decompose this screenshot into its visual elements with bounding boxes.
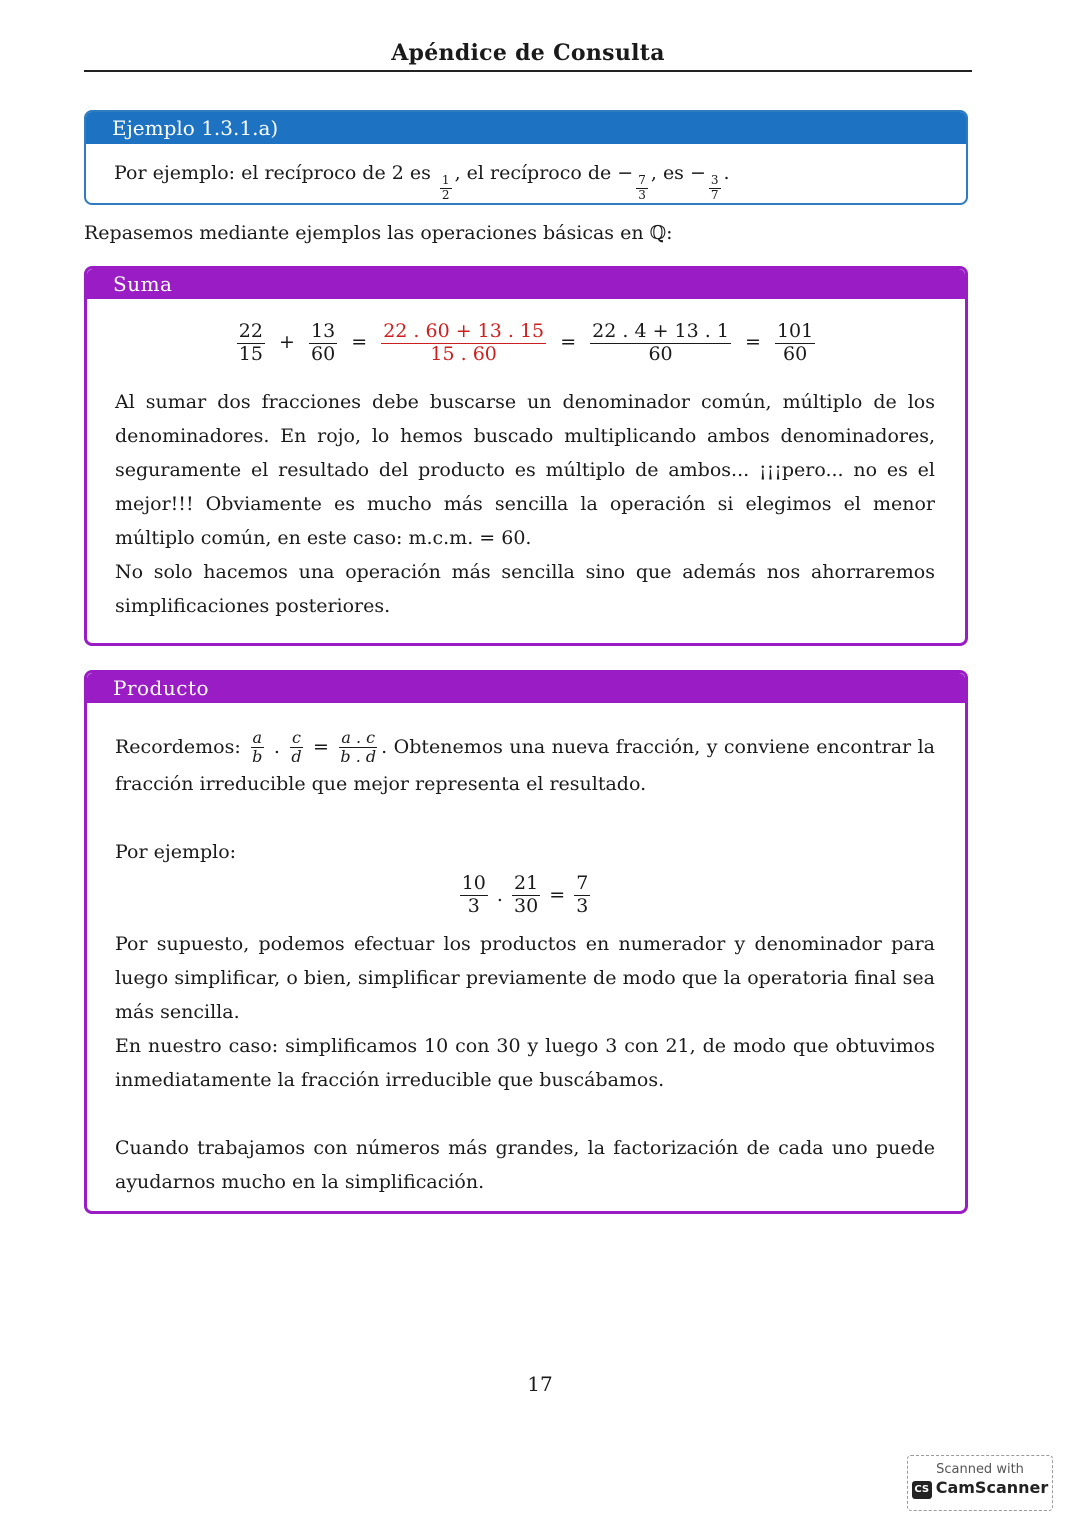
fraction-c-d: $\frac{c}{d}$ [291,728,302,767]
fraction-ac-bd: $\frac{a . c}{b . d}$ [340,728,377,767]
scanned-with-text: Scanned with [936,1462,1024,1477]
fraction-seven-thirds: $\frac{7}{3}$ [638,173,646,203]
equals-sign: = [549,883,566,906]
suma-box [84,266,968,646]
dot-operator: . [273,735,280,758]
ejemplo-label: Por ejemplo: [115,840,237,863]
page-header [84,38,972,72]
example-text-2: , el recíproco de − [454,162,634,184]
example-text-1: Por ejemplo: el recíproco de 2 es [114,162,431,184]
camscanner-brand [908,1478,1052,1499]
intro-text: Repasemos mediante ejemplos las operaciones básicas en ℚ: [84,222,673,244]
camscanner-logo-icon: CS [912,1481,932,1499]
producto-box-title: Producto [87,673,965,703]
example-box-body [86,144,966,203]
recordemos-text: . Obtenemos una nueva fracción, y conviene encontrar la fracción irreducible que mejor representa el resultado. [115,735,935,795]
producto-example-equation [115,863,935,927]
fraction-101-60: $\frac{101}{60}$ [776,320,814,365]
equals-sign: = [351,331,368,354]
producto-box-body [87,703,965,1199]
fraction-10-3: $\frac{10}{3}$ [461,872,486,918]
fraction-lcm-denominator: $\frac{22 . 4 + 13 . 1}{60}$ [592,320,729,365]
example-box-title: Ejemplo 1.3.1.a) [86,112,966,144]
fraction-21-30: $\frac{21}{30}$ [514,872,539,918]
producto-paragraph-3: Cuando trabajamos con números más grandes, la factorización de cada uno puede ayudarnos mucho en la simplificación. [115,1136,935,1193]
example-box [84,110,968,205]
producto-paragraph-2: En nuestro caso: simplificamos 10 con 30 y luego 3 con 21, de modo que obtuvimos inmediatamente la fracción irreducible que buscábamos. [115,1034,935,1091]
equals-sign: = [744,331,761,354]
camscanner-stamp [907,1455,1053,1511]
producto-box [84,670,968,1214]
suma-box-body [87,385,965,623]
fraction-three-sevenths: $\frac{3}{7}$ [710,173,719,203]
plus-sign: + [279,331,295,354]
suma-paragraph-2: No solo hacemos una operación más sencilla sino que además nos ahorraremos simplificaciones posteriores. [115,561,935,617]
fraction-7-3: $\frac{7}{3}$ [576,872,589,918]
producto-paragraph-1: Por supuesto, podemos efectuar los productos en numerador y denominador para luego simplificar, o bien, simplificar previamente de modo que la operatoria final sea más sencilla. [115,932,935,1023]
page-number: 17 [527,1372,553,1396]
equals-sign: = [313,735,329,758]
suma-paragraph-1: Al sumar dos fracciones debe buscarse un denominador común, múltiplo de los denominadores. En rojo, lo hemos buscado multiplicando ambos denominadores, seguramente el resultado del producto es múltiplo de ambos... ¡¡¡pero... no es el mejor!!! Obviamente es mucho más sencilla la operación si elegimos el menor múltiplo común, en este caso: m.c.m. = 60. [115,391,935,549]
fraction-a-b: $\frac{a}{b}$ [252,728,263,767]
fraction-one-half: $\frac{1}{2}$ [441,173,450,203]
equals-sign: = [560,331,577,354]
fraction-product-denominator-red: $\frac{22 . 60 + 13 . 15}{15 . 60}$ [383,320,545,365]
recordemos-label: Recordemos: [115,735,241,758]
page-title: Apéndice de Consulta [391,40,665,66]
recordemos-paragraph [115,729,935,801]
dot-operator: . [496,883,503,906]
suma-equation [87,321,965,381]
fraction-22-15: $\frac{22}{15}$ [238,320,263,365]
camscanner-brand-text: CamScanner [935,1478,1049,1497]
example-text-4: . [723,162,730,184]
fraction-13-60: $\frac{13}{60}$ [310,320,336,365]
suma-box-title: Suma [87,269,965,299]
example-text-3: , es − [650,162,706,184]
